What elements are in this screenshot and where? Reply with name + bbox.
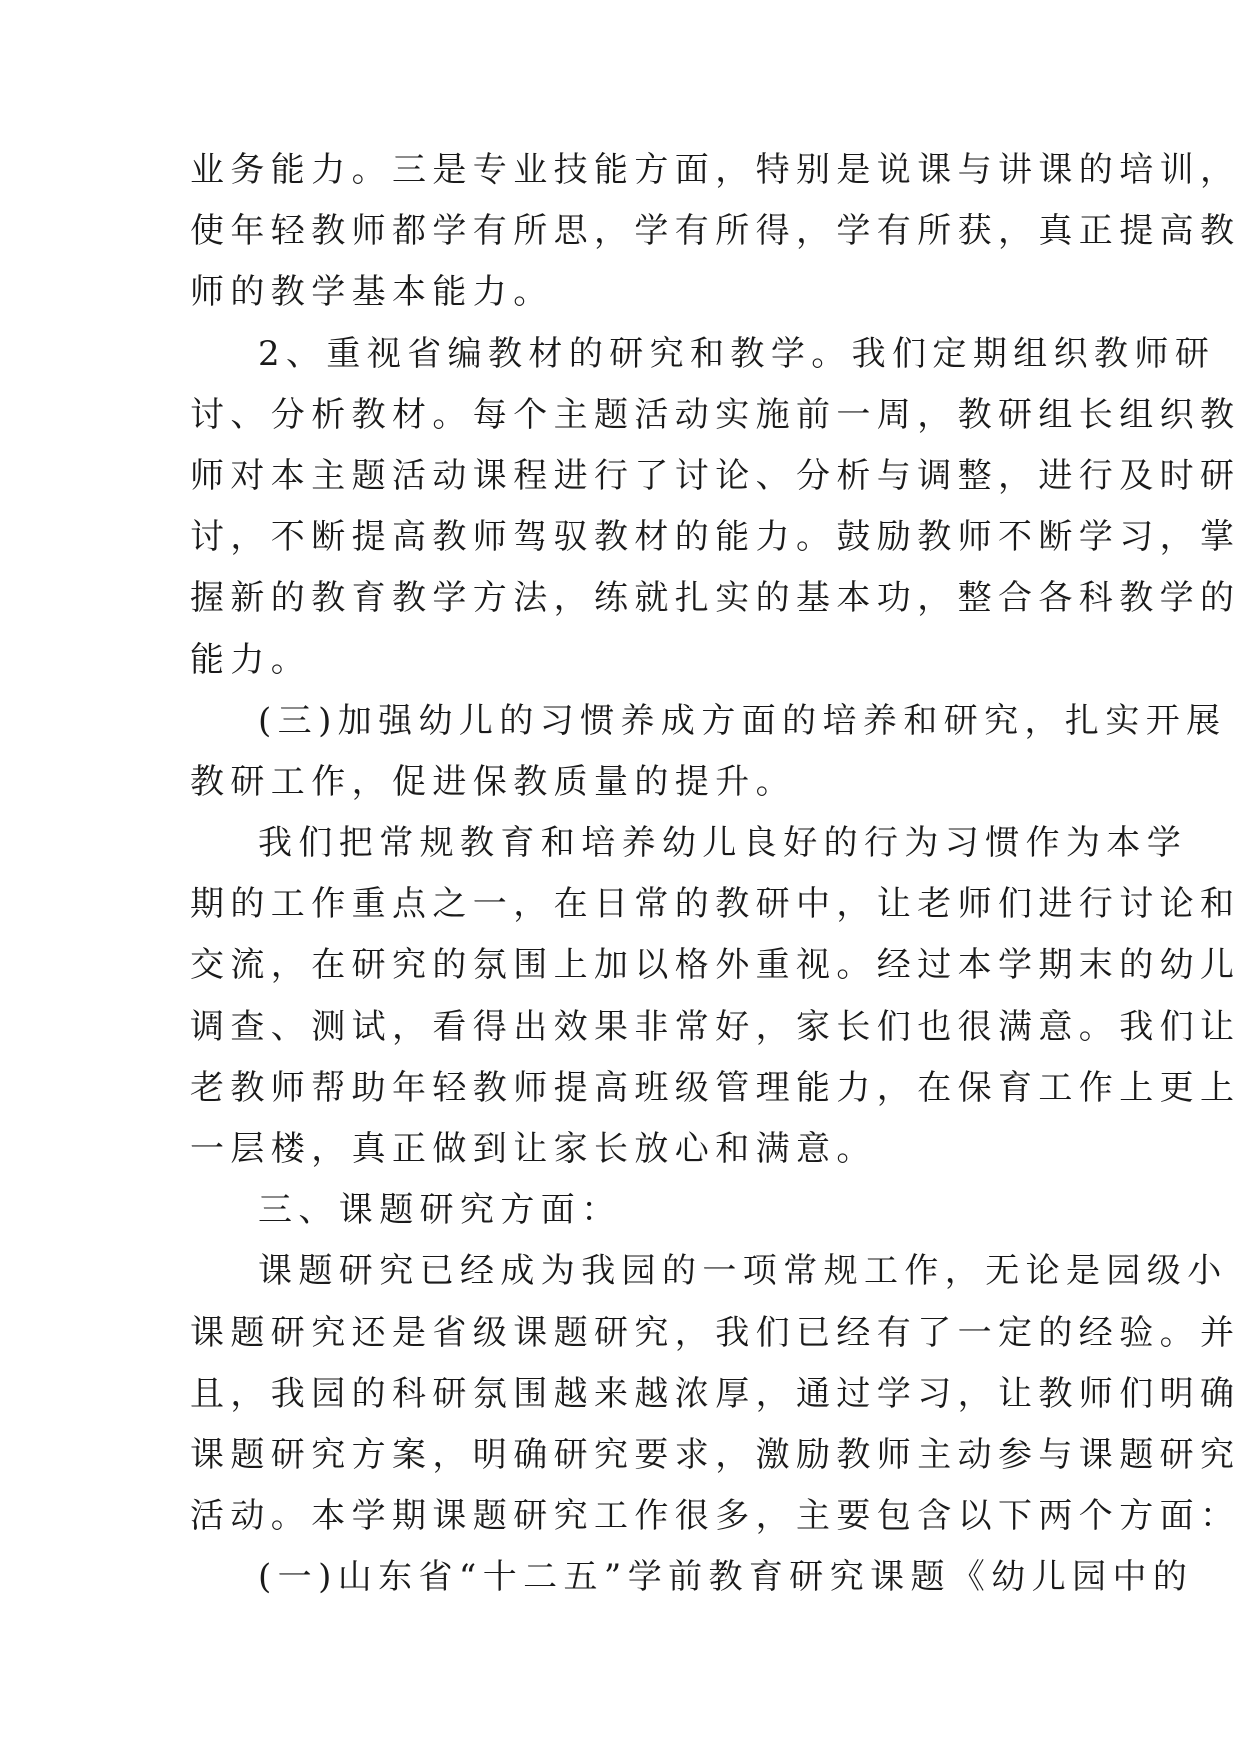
section-heading-1: (一)山东省“十二五”学前教育研究课题《幼儿园中的 <box>258 1557 1194 1598</box>
text-line: 调查、测试，看得出效果非常好，家长们也很满意。我们让 <box>190 1006 1241 1047</box>
paragraph-start: 课题研究已经成为我园的一项常规工作，无论是园级小 <box>258 1251 1228 1292</box>
text-line: 师对本主题活动课程进行了讨论、分析与调整，进行及时研 <box>190 455 1241 496</box>
text-line: 讨，不断提高教师驾驭教材的能力。鼓励教师不断学习，掌 <box>190 517 1241 558</box>
text-line: 活动。本学期课题研究工作很多，主要包含以下两个方面： <box>190 1496 1241 1537</box>
section-heading-3: (三)加强幼儿的习惯养成方面的培养和研究，扎实开展 <box>258 700 1227 741</box>
text-line: 课题研究还是省级课题研究，我们已经有了一定的经验。并 <box>190 1312 1241 1353</box>
paragraph-start: 我们把常规教育和培养幼儿良好的行为习惯作为本学 <box>258 823 1188 864</box>
text-line: 一层楼，真正做到让家长放心和满意。 <box>190 1129 877 1169</box>
text-line: 讨、分析教材。每个主题活动实施前一周，教研组长组织教 <box>190 394 1241 435</box>
text-line: 且，我园的科研氛围越来越浓厚，通过学习，让教师们明确 <box>190 1373 1241 1414</box>
text-line: 能力。 <box>190 639 312 680</box>
section-heading-research: 三、课题研究方面： <box>258 1190 622 1231</box>
text-line: 交流，在研究的氛围上加以格外重视。经过本学期末的幼儿 <box>190 945 1241 986</box>
text-line: 业务能力。三是专业技能方面，特别是说课与讲课的培训， <box>190 150 1241 190</box>
paragraph-heading-2: 2、重视省编教材的研究和教学。我们定期组织教师研 <box>258 333 1216 374</box>
text-line: 教研工作，促进保教质量的提升。 <box>190 761 796 802</box>
text-line: 师的教学基本能力。 <box>190 272 554 313</box>
text-line: 老教师帮助年轻教师提高班级管理能力，在保育工作上更上 <box>190 1067 1241 1108</box>
text-line: 使年轻教师都学有所思，学有所得，学有所获，真正提高教 <box>190 211 1241 252</box>
text-line: 握新的教育教学方法，练就扎实的基本功，整合各科教学的 <box>190 578 1241 619</box>
text-line: 课题研究方案，明确研究要求，激励教师主动参与课题研究 <box>190 1434 1241 1475</box>
body-text <box>190 140 1241 1609</box>
text-line: 期的工作重点之一，在日常的教研中，让老师们进行讨论和 <box>190 884 1241 925</box>
